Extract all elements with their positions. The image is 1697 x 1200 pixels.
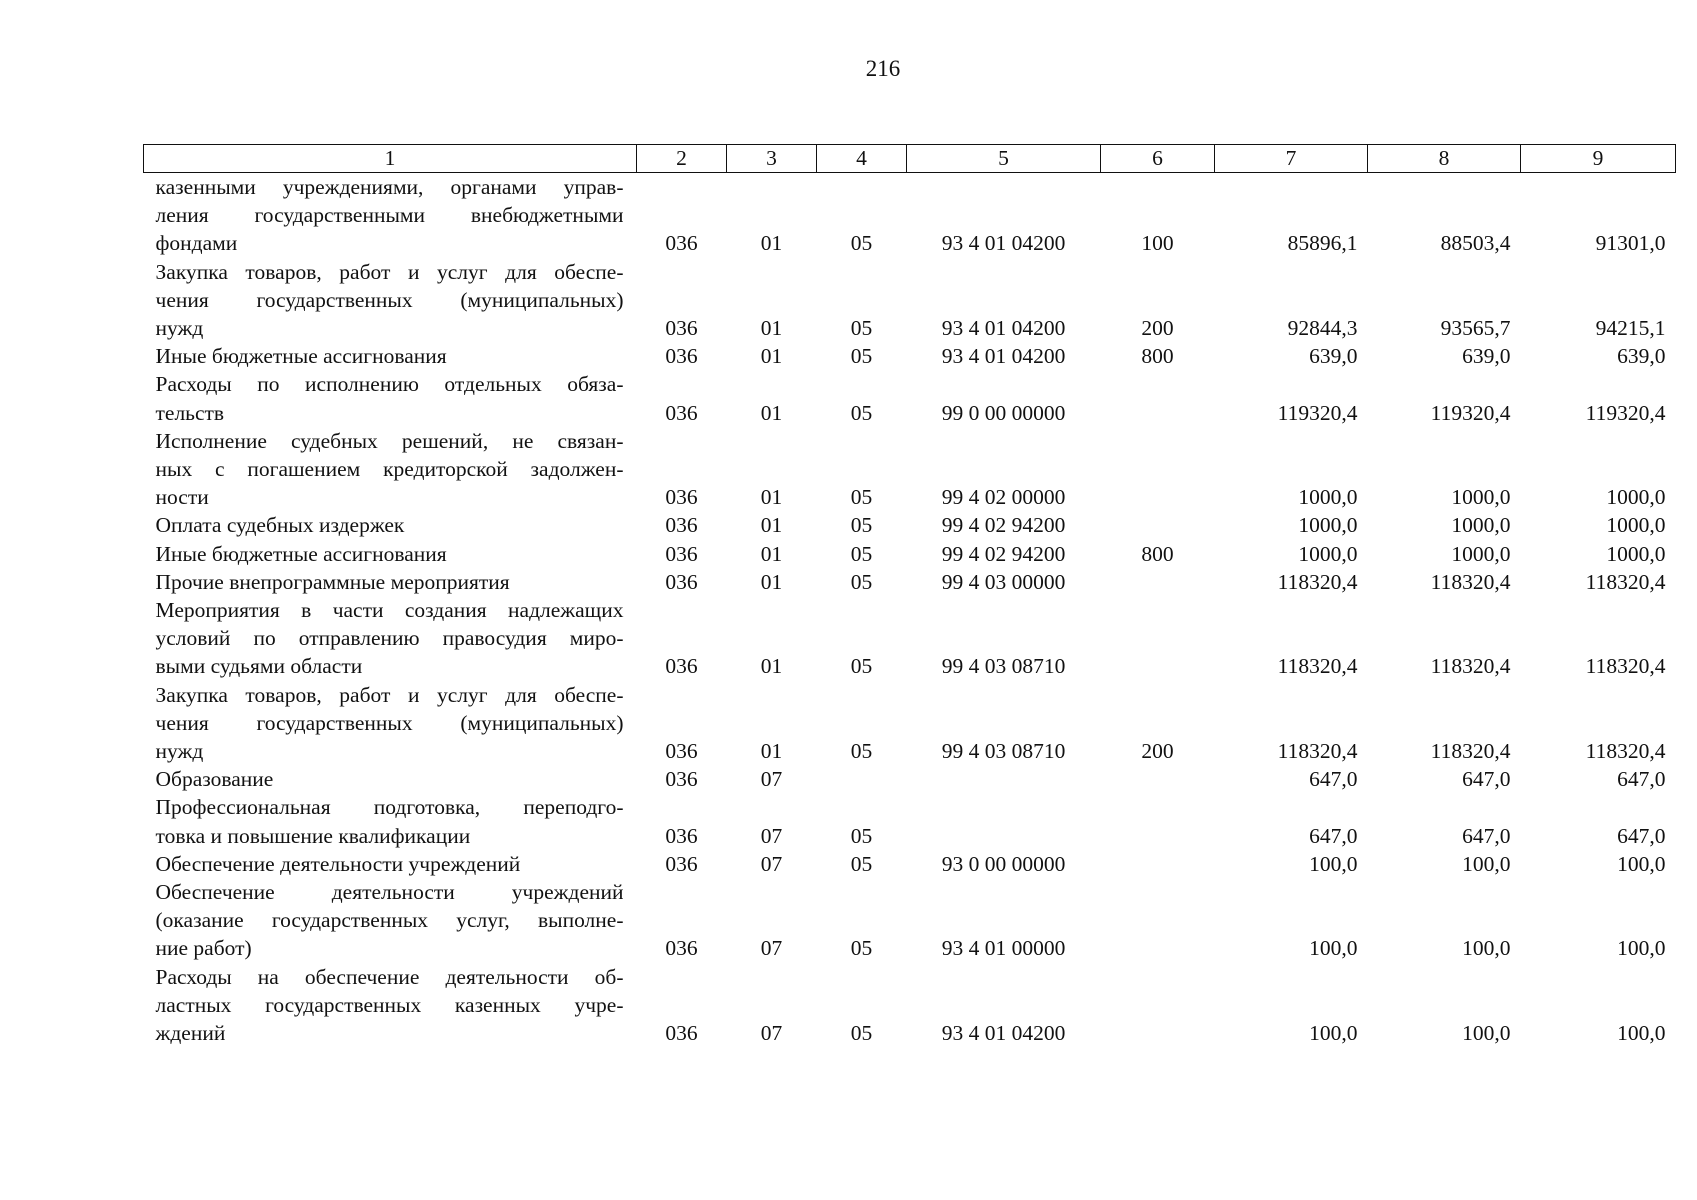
row-name-cell [144, 681, 637, 766]
table-body [144, 173, 1676, 1048]
row-name-line: ления государственными внебюджетными [155, 203, 624, 228]
row-name-cell [144, 173, 637, 258]
row-name-line: ластных государственных казенных учре- [155, 992, 624, 1017]
amount-year2-cell: 100,0 [1462, 1021, 1511, 1046]
row-name-cell [144, 511, 637, 539]
subsection-code-cell: 05 [850, 936, 873, 961]
amount-year1-cell: 1000,0 [1298, 513, 1358, 538]
amount-year3-cell: 639,0 [1617, 344, 1666, 369]
expense-type-cell [1101, 963, 1215, 1048]
expense-type-cell [1101, 878, 1215, 963]
subsection-code-cell: 05 [850, 739, 873, 764]
chapter-code-cell: 07 [760, 936, 783, 961]
chapter-code-cell: 07 [760, 767, 783, 792]
column-header: 6 [1101, 145, 1215, 173]
row-name-line: Иные бюджетные ассигнования [155, 541, 447, 566]
section-code-cell: 036 [665, 936, 698, 961]
table-row [144, 511, 1676, 539]
table-row [144, 793, 1676, 849]
row-name-cell [144, 370, 637, 426]
row-name-line: Закупка товаров, работ и услуг для обеспе- [155, 682, 624, 707]
amount-year3-cell: 94215,1 [1595, 316, 1666, 341]
target-article-cell [907, 765, 1101, 793]
amount-year1-cell: 118320,4 [1277, 654, 1358, 679]
section-code-cell: 036 [665, 344, 698, 369]
amount-year3-cell: 118320,4 [1585, 654, 1666, 679]
column-header: 4 [817, 145, 907, 173]
row-name-line: ние работ) [155, 936, 252, 961]
column-header: 2 [637, 145, 727, 173]
expense-type-cell [1101, 568, 1215, 596]
table-row [144, 568, 1676, 596]
table-row [144, 370, 1676, 426]
target-article-cell: 99 4 02 00000 [941, 485, 1066, 510]
target-article-cell: 93 4 01 04200 [941, 316, 1066, 341]
target-article-cell: 99 4 03 08710 [941, 654, 1066, 679]
column-header: 5 [907, 145, 1101, 173]
amount-year1-cell: 647,0 [1309, 767, 1358, 792]
row-name-cell [144, 793, 637, 849]
amount-year3-cell: 647,0 [1617, 823, 1666, 848]
subsection-code-cell: 05 [850, 485, 873, 510]
row-name-line: Иные бюджетные ассигнования [155, 344, 447, 369]
row-name-line: Расходы на обеспечение деятельности об- [155, 964, 624, 989]
row-name-cell [144, 568, 637, 596]
amount-year1-cell: 118320,4 [1277, 739, 1358, 764]
row-name-line: Обеспечение деятельности учреждений [155, 880, 624, 905]
row-name-line: ности [155, 485, 209, 510]
subsection-code-cell: 05 [850, 823, 873, 848]
subsection-code-cell: 05 [850, 513, 873, 538]
row-name-line: Профессиональная подготовка, переподго- [155, 795, 624, 820]
target-article-cell: 93 4 01 04200 [941, 231, 1066, 256]
target-article-cell: 93 4 01 04200 [941, 1021, 1066, 1046]
amount-year2-cell: 1000,0 [1451, 541, 1511, 566]
amount-year3-cell: 118320,4 [1585, 739, 1666, 764]
amount-year2-cell: 88503,4 [1440, 231, 1511, 256]
table-row [144, 258, 1676, 343]
row-name-line: нужд [155, 316, 204, 341]
subsection-code-cell: 05 [850, 1021, 873, 1046]
amount-year3-cell: 647,0 [1617, 767, 1666, 792]
row-name-cell [144, 596, 637, 681]
amount-year3-cell: 100,0 [1617, 851, 1666, 876]
section-code-cell: 036 [665, 767, 698, 792]
amount-year1-cell: 1000,0 [1298, 541, 1358, 566]
section-code-cell: 036 [665, 851, 698, 876]
section-code-cell: 036 [665, 316, 698, 341]
subsection-code-cell: 05 [850, 344, 873, 369]
amount-year2-cell: 93565,7 [1440, 316, 1511, 341]
subsection-code-cell: 05 [850, 231, 873, 256]
row-name-cell [144, 850, 637, 878]
subsection-code-cell: 05 [850, 400, 873, 425]
expense-type-cell: 200 [1141, 739, 1174, 764]
row-name-line: товка и повышение квалификации [155, 823, 471, 848]
table-row [144, 878, 1676, 963]
expense-type-cell [1101, 427, 1215, 512]
subsection-code-cell: 05 [850, 316, 873, 341]
budget-table [143, 144, 1676, 1047]
table-row [144, 765, 1676, 793]
row-name-cell [144, 258, 637, 343]
chapter-code-cell: 01 [760, 344, 783, 369]
row-name-line: условий по отправлению правосудия миро- [155, 626, 624, 651]
amount-year2-cell: 647,0 [1462, 823, 1511, 848]
row-name-line: ных с погашением кредиторской задолжен- [155, 457, 624, 482]
table-row [144, 342, 1676, 370]
amount-year1-cell: 118320,4 [1277, 569, 1358, 594]
row-name-line: Прочие внепрограммные мероприятия [155, 569, 510, 594]
table-row [144, 540, 1676, 568]
section-code-cell: 036 [665, 513, 698, 538]
target-article-cell: 99 4 03 00000 [941, 569, 1066, 594]
chapter-code-cell: 07 [760, 823, 783, 848]
row-name-line: Оплата судебных издержек [155, 513, 405, 538]
row-name-cell [144, 342, 637, 370]
chapter-code-cell: 01 [760, 400, 783, 425]
amount-year2-cell: 100,0 [1462, 936, 1511, 961]
expense-type-cell: 100 [1141, 231, 1174, 256]
amount-year3-cell: 118320,4 [1585, 569, 1666, 594]
chapter-code-cell: 01 [760, 569, 783, 594]
amount-year3-cell: 91301,0 [1595, 231, 1666, 256]
amount-year1-cell: 647,0 [1309, 823, 1358, 848]
amount-year2-cell: 118320,4 [1430, 569, 1511, 594]
amount-year2-cell: 119320,4 [1430, 400, 1511, 425]
chapter-code-cell: 01 [760, 485, 783, 510]
row-name-line: казенными учреждениями, органами управ- [155, 175, 624, 199]
row-name-line: Обеспечение деятельности учреждений [155, 851, 521, 876]
amount-year1-cell: 100,0 [1309, 936, 1358, 961]
expense-type-cell: 200 [1141, 316, 1174, 341]
column-header: 7 [1215, 145, 1368, 173]
chapter-code-cell: 01 [760, 231, 783, 256]
amount-year1-cell: 100,0 [1309, 851, 1358, 876]
row-name-line: ждений [155, 1021, 226, 1046]
expense-type-cell [1101, 850, 1215, 878]
section-code-cell: 036 [665, 823, 698, 848]
row-name-line: (оказание государственных услуг, выполне- [155, 908, 624, 933]
section-code-cell: 036 [665, 231, 698, 256]
column-header: 9 [1521, 145, 1676, 173]
amount-year2-cell: 118320,4 [1430, 654, 1511, 679]
amount-year3-cell: 1000,0 [1606, 513, 1666, 538]
expense-type-cell [1101, 765, 1215, 793]
chapter-code-cell: 01 [760, 654, 783, 679]
expense-type-cell [1101, 370, 1215, 426]
row-name-cell [144, 963, 637, 1048]
row-name-cell [144, 878, 637, 963]
amount-year2-cell: 118320,4 [1430, 739, 1511, 764]
amount-year2-cell: 639,0 [1462, 344, 1511, 369]
column-header: 3 [727, 145, 817, 173]
amount-year2-cell: 100,0 [1462, 851, 1511, 876]
table-row [144, 596, 1676, 681]
row-name-line: Образование [155, 767, 274, 792]
section-code-cell: 036 [665, 400, 698, 425]
column-header: 1 [144, 145, 637, 173]
amount-year1-cell: 639,0 [1309, 344, 1358, 369]
row-name-line: Мероприятия в части создания надлежащих [155, 598, 624, 623]
row-name-line: чения государственных (муниципальных) [155, 287, 624, 312]
amount-year1-cell: 119320,4 [1277, 400, 1358, 425]
amount-year3-cell: 119320,4 [1585, 400, 1666, 425]
expense-type-cell [1101, 596, 1215, 681]
table-row [144, 681, 1676, 766]
row-name-line: фондами [155, 231, 238, 256]
amount-year1-cell: 100,0 [1309, 1021, 1358, 1046]
row-name-line: Исполнение судебных решений, не связан- [155, 428, 624, 453]
row-name-line: тельств [155, 400, 225, 425]
row-name-line: чения государственных (муниципальных) [155, 710, 624, 735]
expense-type-cell: 800 [1141, 541, 1174, 566]
amount-year1-cell: 85896,1 [1287, 231, 1358, 256]
target-article-cell: 93 4 01 04200 [941, 344, 1066, 369]
row-name-line: Закупка товаров, работ и услуг для обеспе- [155, 259, 624, 284]
section-code-cell: 036 [665, 569, 698, 594]
row-name-line: нужд [155, 739, 204, 764]
target-article-cell [907, 793, 1101, 849]
table-header-row [144, 145, 1676, 173]
amount-year3-cell: 1000,0 [1606, 541, 1666, 566]
section-code-cell: 036 [665, 654, 698, 679]
chapter-code-cell: 01 [760, 513, 783, 538]
target-article-cell: 99 4 03 08710 [941, 739, 1066, 764]
amount-year1-cell: 1000,0 [1298, 485, 1358, 510]
amount-year2-cell: 647,0 [1462, 767, 1511, 792]
target-article-cell: 99 4 02 94200 [941, 513, 1066, 538]
target-article-cell: 93 4 01 00000 [941, 936, 1066, 961]
expense-type-cell: 800 [1141, 344, 1174, 369]
table-row [144, 427, 1676, 512]
subsection-code-cell: 05 [850, 569, 873, 594]
section-code-cell: 036 [665, 1021, 698, 1046]
chapter-code-cell: 07 [760, 851, 783, 876]
page-number: 216 [865, 56, 901, 81]
table-row [144, 173, 1676, 258]
subsection-code-cell: 05 [850, 654, 873, 679]
row-name-line: Расходы по исполнению отдельных обяза- [155, 372, 624, 397]
chapter-code-cell: 01 [760, 739, 783, 764]
column-header: 8 [1368, 145, 1521, 173]
row-name-line: выми судьями области [155, 654, 363, 679]
amount-year3-cell: 100,0 [1617, 1021, 1666, 1046]
section-code-cell: 036 [665, 485, 698, 510]
target-article-cell: 99 4 02 94200 [941, 541, 1066, 566]
amount-year3-cell: 1000,0 [1606, 485, 1666, 510]
subsection-code-cell: 05 [850, 851, 873, 876]
subsection-code-cell: 05 [850, 541, 873, 566]
amount-year2-cell: 1000,0 [1451, 485, 1511, 510]
section-code-cell: 036 [665, 739, 698, 764]
amount-year2-cell: 1000,0 [1451, 513, 1511, 538]
chapter-code-cell: 01 [760, 316, 783, 341]
target-article-cell: 93 0 00 00000 [941, 851, 1066, 876]
amount-year1-cell: 92844,3 [1287, 316, 1358, 341]
expense-type-cell [1101, 793, 1215, 849]
section-code-cell: 036 [665, 541, 698, 566]
target-article-cell: 99 0 00 00000 [941, 400, 1066, 425]
expense-type-cell [1101, 511, 1215, 539]
amount-year3-cell: 100,0 [1617, 936, 1666, 961]
row-name-cell [144, 765, 637, 793]
chapter-code-cell: 01 [760, 541, 783, 566]
row-name-cell [144, 427, 637, 512]
table-row [144, 850, 1676, 878]
table-row [144, 963, 1676, 1048]
row-name-cell [144, 540, 637, 568]
chapter-code-cell: 07 [760, 1021, 783, 1046]
subsection-code-cell [817, 765, 907, 793]
